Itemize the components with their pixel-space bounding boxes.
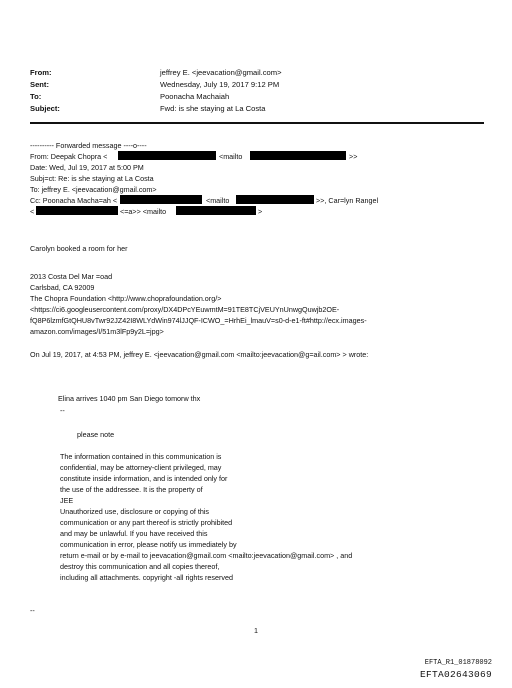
body-line-1: Carolyn booked a room for her — [30, 244, 128, 253]
subject-value: Fwd: is she staying at La Costa — [160, 104, 266, 113]
disclaimer-line: communication in error, please notify us immediately by — [60, 540, 237, 549]
forwarded-cc2-prefix: < — [30, 207, 35, 216]
disclaimer-line: and may be unlawful. If you have received this — [60, 529, 208, 538]
header-divider — [30, 122, 484, 124]
forwarded-subject: Subj=ct: Re: is she staying at La Costa — [30, 174, 154, 183]
forwarded-from-mailto: <mailto — [219, 152, 243, 161]
from-label: From: — [30, 68, 52, 77]
disclaimer-line: constitute inside information, and is intended only for — [60, 474, 228, 483]
subject-label: Subject: — [30, 104, 60, 113]
forwarded-cc-prefix: Cc: Poonacha Macha=ah < — [30, 196, 118, 205]
redaction-box — [236, 195, 314, 204]
disclaimer-line: return e-mail or by e-mail to jeevacation@gmail.com <mailto:jeevacation@gmail.com> , and — [60, 551, 353, 560]
redaction-box — [36, 206, 118, 215]
disclaimer-line: Unauthorized use, disclosure or copying of this — [60, 507, 210, 516]
footer-id-big: EFTA02643069 — [419, 669, 492, 680]
redaction-box — [120, 195, 202, 204]
disclaimer-line: The information contained in this communication is — [60, 452, 222, 461]
quoted-dashes: -- — [60, 406, 65, 415]
quote-intro: On Jul 19, 2017, at 4:53 PM, jeffrey E. <jeevacation@gmail.com <mailto:jeevacation@g=ail.com> > wrote: — [30, 350, 369, 359]
forwarded-to: To: jeffrey E. <jeevacation@gmail.com> — [30, 185, 157, 194]
address-line-1: 2013 Costa Del Mar =oad — [30, 272, 113, 281]
sent-label: Sent: — [30, 80, 49, 89]
disclaimer-line: confidential, may be attorney-client privileged, may — [60, 463, 222, 472]
to-label: To: — [30, 92, 42, 101]
forwarded-cc2-mid: <=a>> <mailto — [120, 207, 167, 216]
disclaimer-line: communication or any part thereof is strictly prohibited — [60, 518, 233, 527]
forwarded-from-prefix: From: Deepak Chopra < — [30, 152, 108, 161]
address-line-4: <https://ci6.googleusercontent.com/proxy/DX4DPcYEuwmtM=91TE8TCjVEUYnUnwgQuwjb2OE- — [30, 305, 340, 314]
redaction-box — [250, 151, 346, 160]
from-value: jeffrey E. <jeevacation@gmail.com> — [160, 68, 282, 77]
sent-value: Wednesday, July 19, 2017 9:12 PM — [160, 80, 280, 89]
address-line-5: fQ8P6lzmfGtQHU8vTwr92JZ42I8WLYdWin974lJJQF-ICWO_=HrhEi_lmauV=s0-d-e1-ft#http://ecx.images- — [30, 316, 367, 325]
forwarded-cc2-end: > — [258, 207, 263, 216]
disclaimer-line: including all attachments. copyright -all rights reserved — [60, 573, 233, 582]
forwarded-cc-end: >>, Car=lyn Rangel — [316, 196, 379, 205]
redaction-box — [118, 151, 216, 160]
footer-id-small: EFTA_R1_01878092 — [424, 659, 492, 667]
disclaimer-line: the use of the addressee. It is the property of — [60, 485, 203, 494]
forwarded-from-end: >> — [349, 152, 358, 161]
page-number: 1 — [254, 626, 258, 635]
address-line-6: amazon.com/images/I/51m3lFp9y2L=jpg> — [30, 327, 164, 336]
disclaimer-line: destroy this communication and all copies thereof, — [60, 562, 220, 571]
quoted-note: please note — [77, 430, 115, 439]
address-line-3: The Chopra Foundation <http://www.choprafoundation.org/> — [30, 294, 222, 303]
forwarded-cc-mailto: <mailto — [206, 196, 230, 205]
redaction-box — [176, 206, 256, 215]
quoted-line-1: Elina arrives 1040 pm San Diego tomorw thx — [58, 394, 201, 403]
bottom-dashes: -- — [30, 606, 35, 615]
to-value: Poonacha Machaiah — [160, 92, 230, 101]
address-line-2: Carlsbad, CA 92009 — [30, 283, 95, 292]
disclaimer-line: JEE — [60, 496, 74, 505]
forwarded-date: Date: Wed, Jul 19, 2017 at 5:00 PM — [30, 163, 144, 172]
forwarded-divider: ---------- Forwarded message ----o---- — [30, 141, 147, 150]
